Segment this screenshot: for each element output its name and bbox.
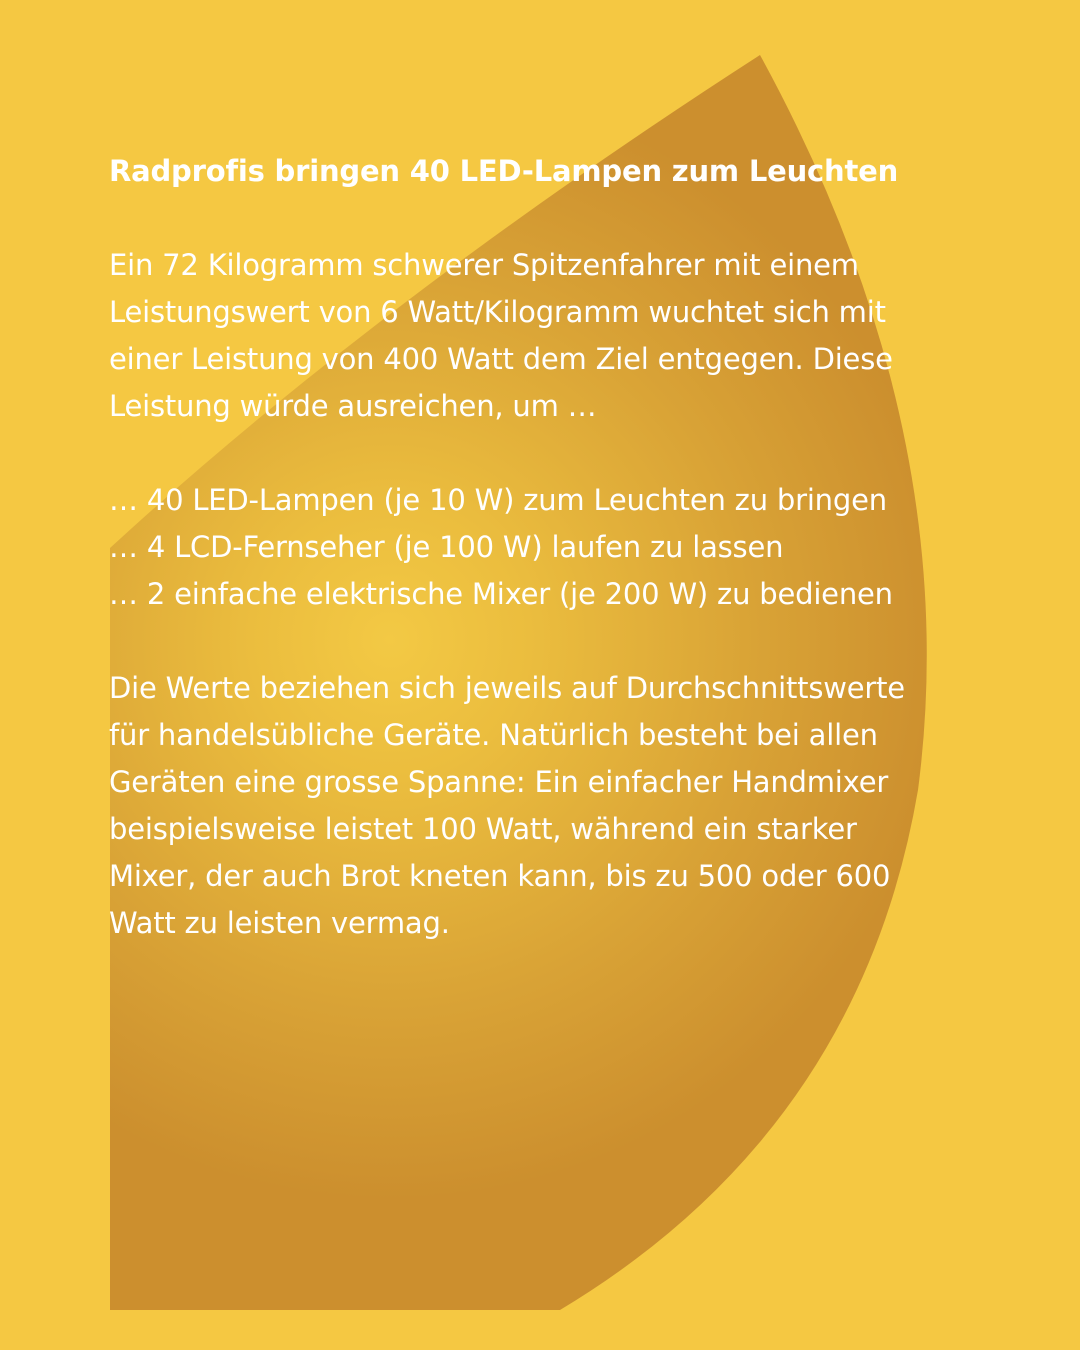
note-paragraph: Die Werte beziehen sich jeweils auf Durchschnittswerte für handelsübliche Geräte. Natürlich besteht bei allen Geräten eine grosse Spanne: Ein einfacher Handmixer beispielsweise leistet 100 Watt, während ein starker Mixer, der auch Brot kneten kann, bis zu 500 oder 600 Watt zu leisten vermag. <box>109 671 905 940</box>
list-item: … 4 LCD-Fernseher (je 100 W) laufen zu lassen <box>109 530 784 564</box>
list-item: … 40 LED-Lampen (je 10 W) zum Leuchten zu bringen <box>109 483 887 517</box>
examples-list <box>109 477 909 618</box>
article <box>109 148 909 947</box>
intro-paragraph: Ein 72 Kilogramm schwerer Spitzenfahrer mit einem Leistungswert von 6 Watt/Kilogramm wuchtet sich mit einer Leistung von 400 Watt dem Ziel entgegen. Diese Leistung würde ausreichen, um … <box>109 248 893 423</box>
list-item: … 2 einfache elektrische Mixer (je 200 W) zu bedienen <box>109 577 893 611</box>
article-title: Radprofis bringen 40 LED-Lampen zum Leuchten <box>109 154 899 188</box>
